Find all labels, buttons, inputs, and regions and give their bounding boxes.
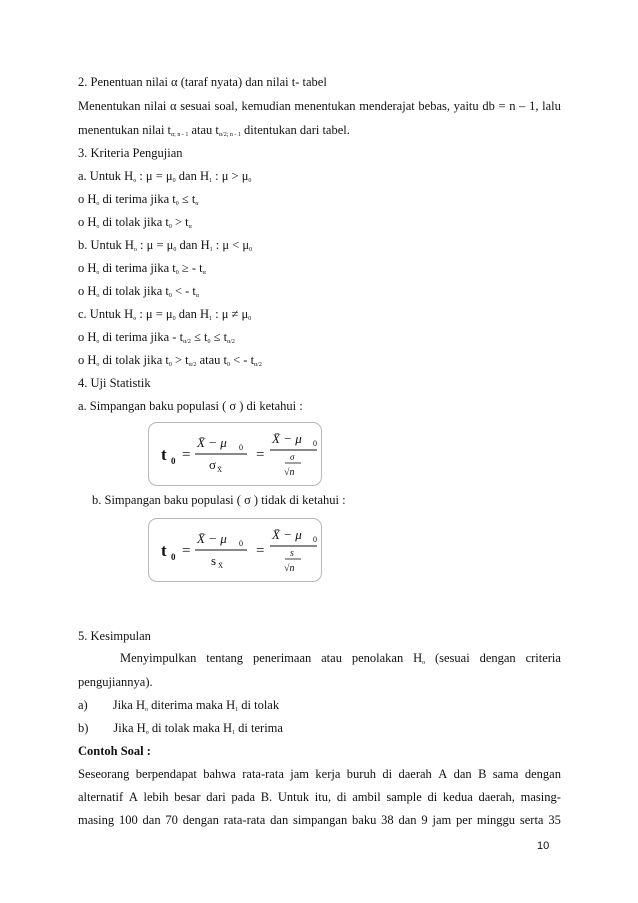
section5-para-line2: pengujiannya). xyxy=(78,675,153,689)
word: per xyxy=(456,813,473,827)
formula-unknown-sigma xyxy=(148,518,322,582)
word: Untuk xyxy=(277,790,310,804)
formula-b-den-sub: X̄ xyxy=(218,562,224,570)
formula-a-den-sub: X̄ xyxy=(217,466,223,474)
word: di xyxy=(336,790,347,804)
word: di xyxy=(427,790,438,804)
formula-b-num2: X̄ − μ xyxy=(272,527,302,542)
word: = xyxy=(498,99,506,113)
criteria-a-accept: o $H_o$ di terima jika $t_0 \le t_\alpha$ xyxy=(78,192,199,207)
word: itu, xyxy=(314,790,332,804)
word: sesuai xyxy=(180,99,211,113)
word: bahwa xyxy=(203,767,236,781)
criteria-a-reject: o $H_o$ di tolak jika $t_0 > t_\alpha$ xyxy=(78,215,192,230)
criteria-c-accept: o $H_o$ di terima jika - $t_{\alpha/2} \le t_0 \le t_{\alpha/2}$ xyxy=(78,330,235,345)
word: serta xyxy=(519,813,544,827)
word: 38 xyxy=(381,813,394,827)
word: rata-rata xyxy=(223,813,266,827)
word: n xyxy=(509,99,516,113)
word: pada xyxy=(231,790,256,804)
word: atau xyxy=(321,651,342,665)
formula-b-num: X̄ − μ xyxy=(197,531,227,546)
formula-a-num: X̄ − μ xyxy=(197,435,227,450)
word: tentang xyxy=(206,651,244,665)
formula-b-den2-bot: √n xyxy=(284,563,295,574)
word: simpangan xyxy=(293,813,348,827)
word: dari xyxy=(206,790,226,804)
word: di xyxy=(382,767,393,781)
word: masing- xyxy=(520,790,561,804)
example-heading: Contoh Soal : xyxy=(78,744,151,758)
criteria-b-accept: o $H_o$ di terima jika $t_0$ ≥ - $t_\alpha$ xyxy=(78,261,206,276)
formula-a-num-sub: 0 xyxy=(239,443,243,452)
word: sama xyxy=(492,767,519,781)
word: (sesuai xyxy=(434,651,470,665)
conclusion-b: b) Jika $H_o$ di tolak maka $H_1$ di terima xyxy=(78,721,283,736)
word: penerimaan xyxy=(252,651,312,665)
word: lalu xyxy=(542,99,561,113)
word: buruh xyxy=(346,767,376,781)
word: nilai xyxy=(144,99,167,113)
word: 70 xyxy=(165,813,178,827)
word: kerja xyxy=(315,767,341,781)
formula-b-lhs-sub: 0 xyxy=(171,552,176,562)
formula-a-den: σ xyxy=(209,457,217,472)
criteria-c-reject: o $H_o$ di tolak jika $t_0 > t_{\alpha/2}$ atau $t_0$ < - $t_{\alpha/2}$ xyxy=(78,353,262,368)
word: baku xyxy=(352,813,377,827)
criteria-b-reject: o $H_o$ di tolak jika $t_0$ < - $t_\alpha$ xyxy=(78,284,200,299)
section2-line2: menentukan nilai $t_{\alpha; n - 1}$ atau $t_{\alpha/2; n - 1}$ ditentukan dari tabel. xyxy=(78,123,350,138)
word: α xyxy=(170,99,177,113)
formula-a-den2-top: σ xyxy=(290,452,295,462)
word: menentukan xyxy=(294,99,356,113)
word: ambil xyxy=(352,790,381,804)
word: dengan xyxy=(182,813,219,827)
word: A xyxy=(438,767,448,781)
formula-a-num2: X̄ − μ xyxy=(272,431,302,446)
word: dan xyxy=(453,767,472,781)
formula-b-eq1: = xyxy=(182,543,191,559)
word: kedua xyxy=(442,790,473,804)
section5-para-line1 xyxy=(120,650,561,671)
formula-b-den2-top: s xyxy=(290,548,294,559)
section2-line1 xyxy=(78,98,561,114)
word: bebas, xyxy=(418,99,450,113)
example-line2 xyxy=(78,789,561,805)
criteria-b: b. Untuk $H_o$ : $\mu = \mu_0$ dan $H_1$ : $\mu < \mu_0$ xyxy=(78,238,253,253)
formula-b-eq2: = xyxy=(256,543,265,559)
word: penolakan xyxy=(351,651,404,665)
word: criteria xyxy=(525,651,561,665)
page-number: 10 xyxy=(537,840,550,852)
known-sigma-label: a. Simpangan baku populasi ( σ ) di ketahui : xyxy=(78,399,303,413)
word: Menentukan xyxy=(78,99,141,113)
word: besar xyxy=(174,790,201,804)
word: 1, xyxy=(529,99,539,113)
word: alternatif xyxy=(78,790,124,804)
formula-a-lhs: t xyxy=(161,445,167,464)
conclusion-a: a) Jika $H_o$ diterima maka $H_1$ di tolak xyxy=(78,698,280,713)
word: jam xyxy=(432,813,452,827)
word: soal, xyxy=(214,99,238,113)
unknown-sigma-label: b. Simpangan baku populasi ( σ ) tidak di ketahui : xyxy=(92,493,346,507)
word: masing xyxy=(78,813,115,827)
formula-b-num-sub: 0 xyxy=(239,539,243,548)
word: – xyxy=(519,99,526,113)
example-line1 xyxy=(78,766,561,782)
word: minggu xyxy=(476,813,516,827)
formula-a-den2-bot: √n xyxy=(284,467,295,478)
word: sample xyxy=(386,790,422,804)
criteria-c: c. Untuk $H_o$ : $\mu = \mu_0$ dan $H_1$ : $\mu \ne \mu_0$ xyxy=(78,307,252,322)
word: Seseorang xyxy=(78,767,130,781)
word: jam xyxy=(290,767,310,781)
word: dan xyxy=(398,813,417,827)
formula-a-lhs-sub: 0 xyxy=(171,456,176,466)
word: B xyxy=(478,767,487,781)
word: dan xyxy=(270,813,289,827)
word: dengan xyxy=(479,651,516,665)
word: dan xyxy=(142,813,161,827)
formula-b-lhs: t xyxy=(161,541,167,560)
formula-a-eq1: = xyxy=(182,447,191,463)
word: 9 xyxy=(421,813,428,827)
word: menderajat xyxy=(359,99,415,113)
word: $H_o$ xyxy=(413,651,426,666)
word: A xyxy=(128,790,138,804)
formula-b-num2-sub: 0 xyxy=(313,535,317,544)
word: daerah xyxy=(398,767,432,781)
word: kemudian xyxy=(241,99,291,113)
formula-known-sigma xyxy=(148,422,322,486)
section5-heading: 5. Kesimpulan xyxy=(78,629,151,643)
word: dengan xyxy=(524,767,561,781)
word: yaitu xyxy=(453,99,479,113)
criteria-a: a. Untuk $H_o$ : $\mu = \mu_0$ dan $H_1$ : $\mu > \mu_0$ xyxy=(78,169,252,184)
word: Menyimpulkan xyxy=(120,651,197,665)
word: daerah, xyxy=(478,790,515,804)
word: rata-rata xyxy=(242,767,284,781)
word: 35 xyxy=(548,813,561,827)
formula-a-num2-sub: 0 xyxy=(313,439,317,448)
formula-b-den: s xyxy=(211,553,217,568)
word: B. xyxy=(260,790,273,804)
section2-heading: 2. Penentuan nilai α (taraf nyata) dan nilai t- tabel xyxy=(78,75,327,89)
word: 100 xyxy=(118,813,138,827)
section3-heading: 3. Kriteria Pengujian xyxy=(78,146,183,160)
word: lebih xyxy=(143,790,169,804)
word: db xyxy=(482,99,495,113)
example-line3 xyxy=(78,812,561,828)
section4-heading: 4. Uji Statistik xyxy=(78,376,151,390)
word: berpendapat xyxy=(135,767,197,781)
formula-a-eq2: = xyxy=(256,447,265,463)
